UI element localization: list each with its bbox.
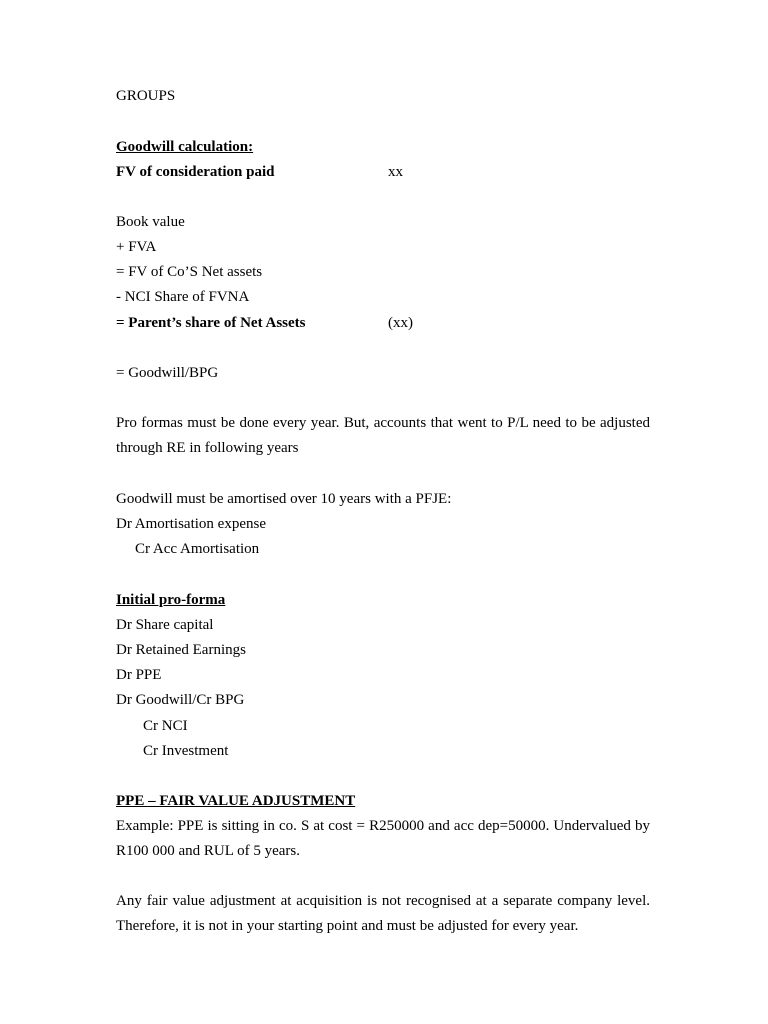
fv-consideration-value: xx: [388, 164, 403, 180]
book-value-line: Book value: [116, 214, 185, 230]
journal-line: Dr Goodwill/Cr BPG: [116, 692, 245, 708]
amortisation-dr-line: Dr Amortisation expense: [116, 516, 266, 532]
goodwill-heading: Goodwill calculation:: [116, 139, 254, 155]
journal-line: Dr PPE: [116, 667, 162, 683]
goodwill-bpg-line: = Goodwill/BPG: [116, 365, 219, 381]
fv-net-assets-line: = FV of Co’S Net assets: [116, 264, 263, 280]
parent-share-value: (xx): [388, 315, 413, 331]
initial-pro-forma-heading: Initial pro-forma: [116, 592, 226, 608]
ppe-example-paragraph: Example: PPE is sitting in co. S at cost = R250000 and acc dep=50000. Undervalued by R100 000 and RUL of 5 years.: [116, 818, 650, 859]
journal-credit-line: Cr Investment: [143, 743, 229, 759]
plus-fva-line: + FVA: [116, 239, 157, 255]
document-title: GROUPS: [116, 88, 176, 104]
pro-formas-paragraph: Pro formas must be done every year. But, accounts that went to P/L need to be adjusted through RE in following years: [116, 415, 650, 456]
amortisation-intro: Goodwill must be amortised over 10 years with a PFJE:: [116, 491, 452, 507]
journal-line: Dr Share capital: [116, 617, 214, 633]
amortisation-cr-line: Cr Acc Amortisation: [135, 541, 260, 557]
journal-line: Dr Retained Earnings: [116, 642, 246, 658]
nci-share-line: - NCI Share of FVNA: [116, 289, 250, 305]
parent-share-label: = Parent’s share of Net Assets: [116, 315, 306, 331]
fv-consideration-label: FV of consideration paid: [116, 164, 275, 180]
journal-credit-line: Cr NCI: [143, 718, 188, 734]
ppe-heading: PPE – FAIR VALUE ADJUSTMENT: [116, 793, 356, 809]
ppe-note-paragraph: Any fair value adjustment at acquisition is not recognised at a separate company level. Therefore, it is not in your starting point and must be adjusted for every year.: [116, 893, 650, 934]
